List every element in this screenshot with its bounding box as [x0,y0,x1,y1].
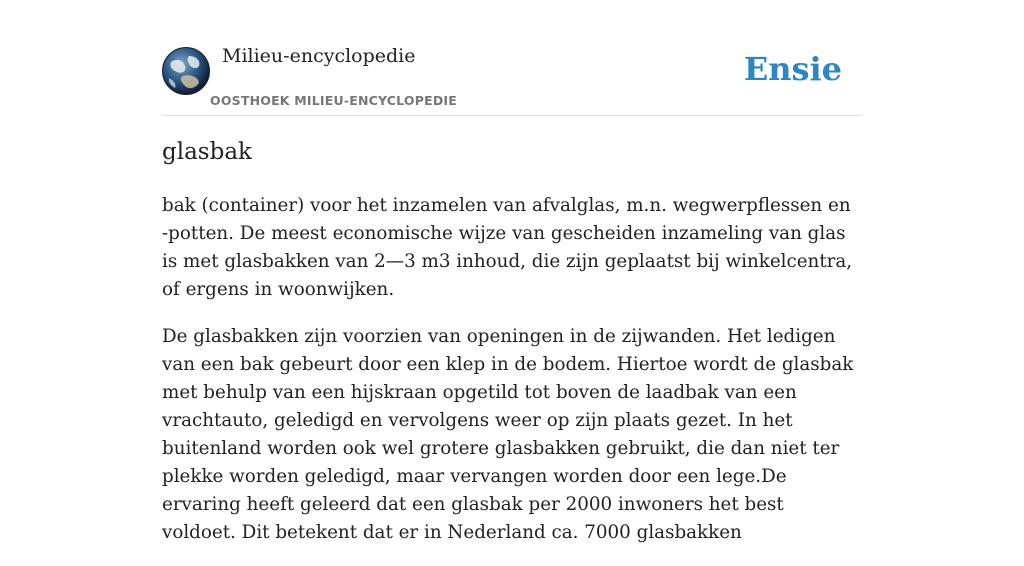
article-body [162,192,862,566]
site-subtitle: OOSTHOEK MILIEU-ENCYCLOPEDIE [210,93,457,108]
article-paragraph: bak (container) voor het inzamelen van afvalglas, m.n. wegwerpflessen en -potten. De meest economische wijze van gescheiden inzameling van glas is met glasbakken van 2—3 m3 inhoud, die zijn geplaatst bij winkelcentra, of ergens in woonwijken. [162,195,853,300]
content-container [162,0,862,543]
ensie-brand-link[interactable]: Ensie [743,50,842,88]
site-title-link[interactable]: Milieu-encyclopedie [222,45,416,67]
article-paragraph: De glasbakken zijn voorzien van openingen in de zijwanden. Het ledigen van een bak gebeurt door een klep in de bodem. Hiertoe wordt de glasbak met behulp van een hijskraan opgetild tot boven de laadbak van een vrachtauto, geledigd en vervolgens weer op zijn plaats gezet. In het buitenland worden ook wel grotere glasbakken gebruikt, die dan niet ter plekke worden geledigd, maar vervangen worden door een lege.De ervaring heeft geleerd dat een glasbak per 2000 inwoners het best voldoet. Dit betekent dat er in Nederland ca. 7000 glasbakken [162,326,854,543]
term-title: glasbak [162,139,252,165]
earth-logo-icon[interactable] [162,47,210,95]
site-header [162,0,862,116]
